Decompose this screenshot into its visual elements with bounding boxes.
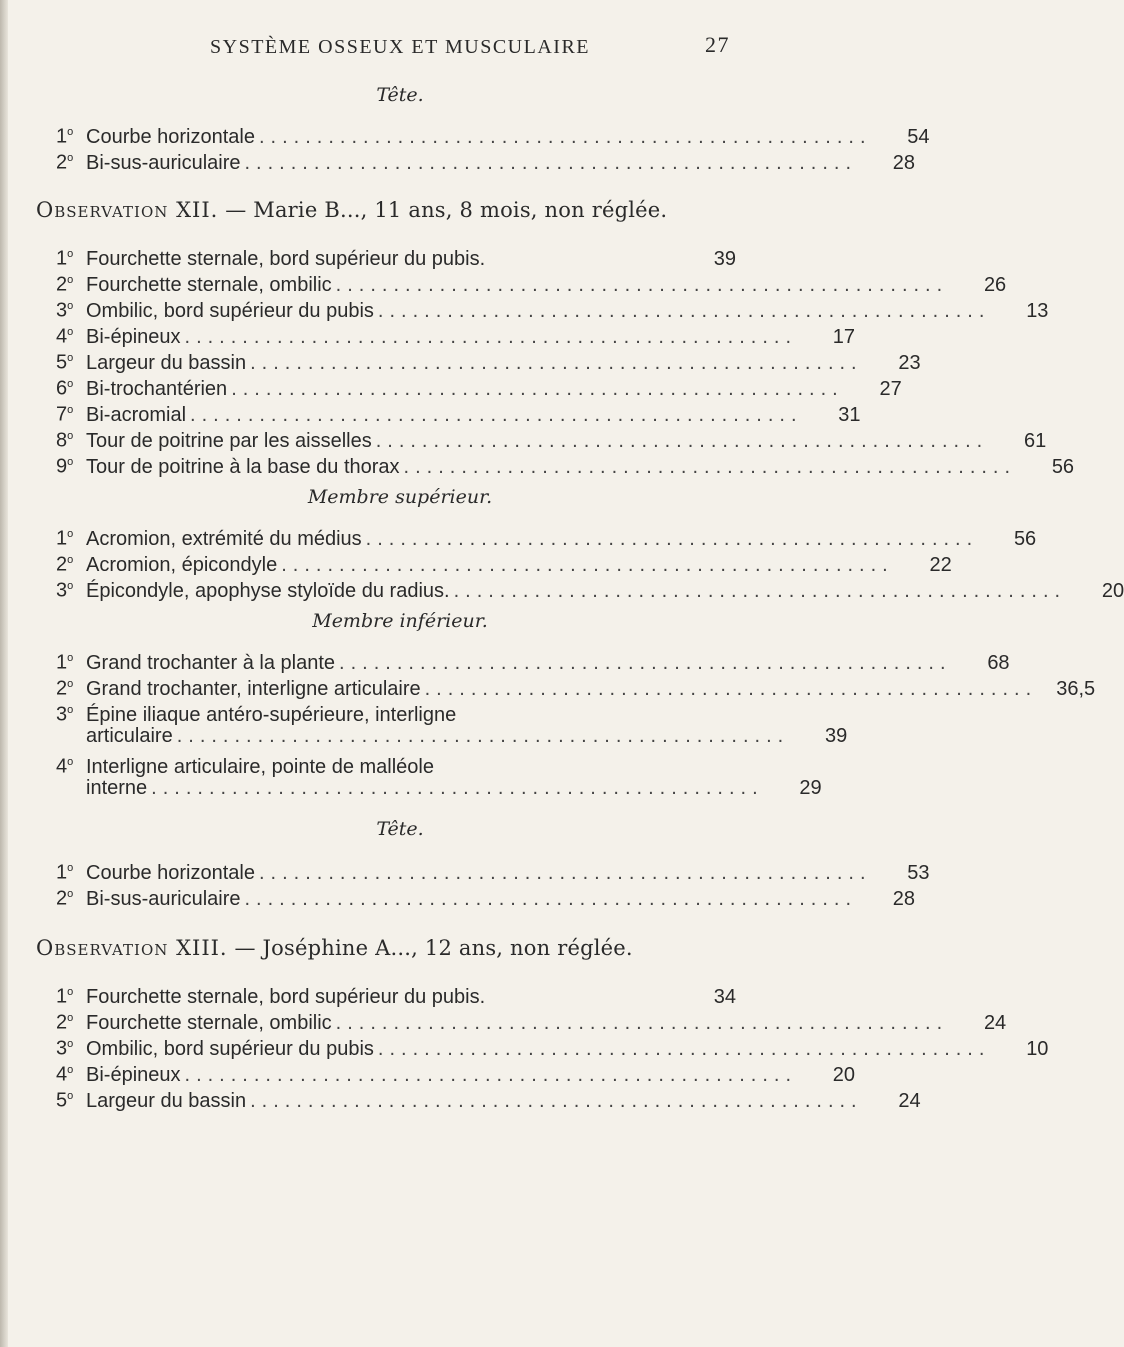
measure-row: 5$^o$ Largeur du bassin ..................................................... 24 bbox=[56, 1089, 921, 1112]
measure-row: 2$^o$ Grand trochanter, interligne articulaire ..................................................... 36,5 bbox=[56, 677, 1096, 700]
measure-row: 3$^o$ Épicondyle, apophyse styloïde du radius. ..................................................... 20 bbox=[56, 579, 1124, 602]
measure-row: 1$^o$ Fourchette sternale, bord supérieur du pubis. 34 bbox=[56, 985, 736, 1008]
measure-row: 7$^o$ Bi-acromial ..................................................... 31 bbox=[56, 403, 861, 426]
measure-row: 1$^o$ Acromion, extrémité du médius ..................................................... 56 bbox=[56, 527, 1037, 550]
section-title-membre-superieur: Membre supérieur. bbox=[307, 486, 493, 508]
measure-row: 6$^o$ Bi-trochantérien ..................................................... 27 bbox=[56, 377, 902, 400]
section-title-tete: Tête. bbox=[376, 84, 424, 106]
section-title-tete: Tête. bbox=[376, 818, 424, 840]
measure-row: 4$^o$ Bi-épineux ..................................................... 17 bbox=[56, 325, 856, 348]
measure-row: 2$^o$ Bi-sus-auriculaire ..................................................... 28 bbox=[56, 151, 916, 174]
measure-row: 1$^o$ Courbe horizontale ..................................................... 53 bbox=[56, 861, 930, 884]
measure-row: 9$^o$ Tour de poitrine à la base du thorax ..................................................... 56 bbox=[56, 455, 1075, 478]
measure-row-continuation: articulaire ..................................................... 39 bbox=[86, 725, 848, 747]
measure-row-continuation: interne ..................................................... 29 bbox=[86, 777, 822, 799]
running-head-title: SYSTÈME OSSEUX ET MUSCULAIRE bbox=[210, 36, 590, 58]
measure-row: 3$^o$ Ombilic, bord supérieur du pubis ..................................................... 13 bbox=[56, 299, 1049, 322]
measure-row: 1$^o$ Grand trochanter à la plante ..................................................... 68 bbox=[56, 651, 1010, 674]
observation-heading: Observation XII. — Marie B..., 11 ans, 8 mois, non réglée. bbox=[36, 198, 668, 222]
measure-row: 3$^o$ Épine iliaque antéro-supérieure, interligne bbox=[56, 703, 457, 726]
measure-row: 2$^o$ Bi-sus-auriculaire ..................................................... 28 bbox=[56, 887, 916, 910]
measure-row: 4$^o$ Interligne articulaire, pointe de malléole bbox=[56, 755, 434, 778]
measure-row: 2$^o$ Fourchette sternale, ombilic ..................................................... 24 bbox=[56, 1011, 1007, 1034]
section-title-membre-inferieur: Membre inférieur. bbox=[312, 610, 488, 632]
measure-row: 4$^o$ Bi-épineux ..................................................... 20 bbox=[56, 1063, 856, 1086]
measure-row: 2$^o$ Fourchette sternale, ombilic ..................................................... 26 bbox=[56, 273, 1007, 296]
measure-row: 1$^o$ Courbe horizontale ..................................................... 54 bbox=[56, 125, 930, 148]
page-number: 27 bbox=[705, 32, 730, 57]
measure-row: 2$^o$ Acromion, épicondyle ..................................................... 22 bbox=[56, 553, 952, 576]
measure-row: 3$^o$ Ombilic, bord supérieur du pubis ..................................................... 10 bbox=[56, 1037, 1049, 1060]
measure-row: 8$^o$ Tour de poitrine par les aisselles ..................................................... 61 bbox=[56, 429, 1047, 452]
observation-heading: Observation XIII. — Joséphine A..., 12 ans, non réglée. bbox=[36, 936, 633, 960]
measure-row: 1$^o$ Fourchette sternale, bord supérieur du pubis. 39 bbox=[56, 247, 736, 270]
measure-row: 5$^o$ Largeur du bassin ..................................................... 23 bbox=[56, 351, 921, 374]
